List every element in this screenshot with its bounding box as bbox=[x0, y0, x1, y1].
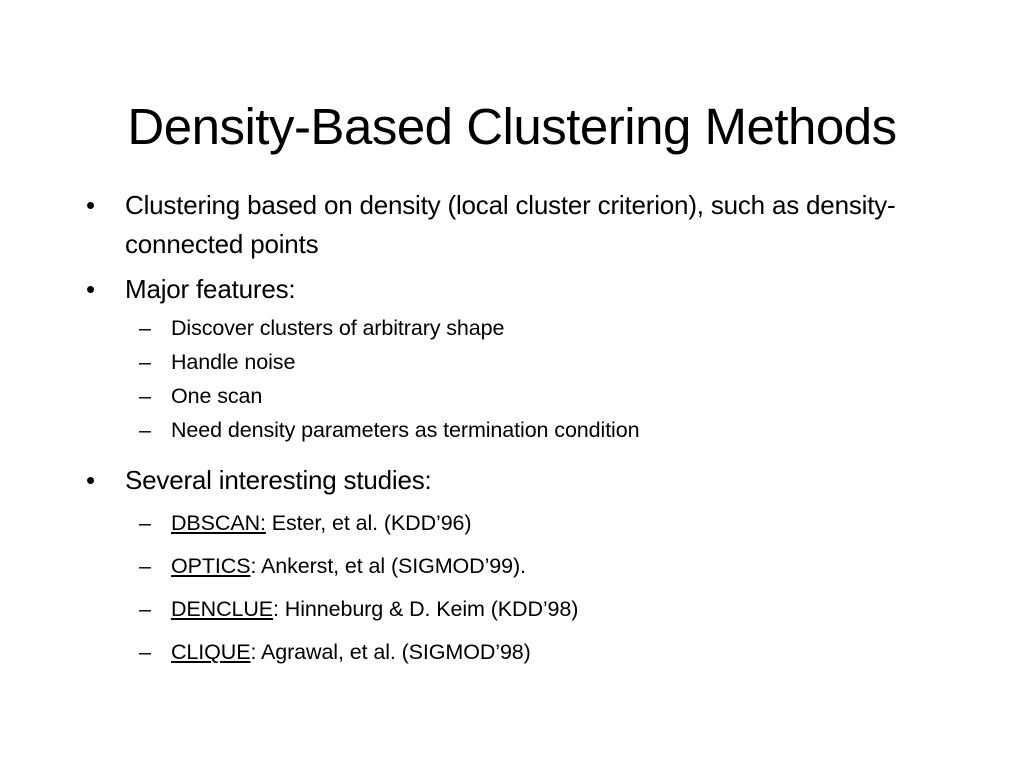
slide-title: Density-Based Clustering Methods bbox=[127, 98, 897, 155]
dash-mark: – bbox=[139, 554, 151, 578]
study-item-dbscan bbox=[125, 502, 962, 545]
study-citation: : Agrawal, et al. (SIGMOD’98) bbox=[250, 640, 531, 664]
list-item bbox=[125, 379, 962, 413]
dash-mark: – bbox=[139, 597, 151, 621]
bullet-mark: • bbox=[86, 190, 95, 220]
bullet-mark: • bbox=[86, 465, 95, 495]
list-item bbox=[125, 311, 962, 345]
study-name: DENCLUE bbox=[171, 597, 274, 621]
list-item-text: One scan bbox=[171, 384, 263, 408]
study-citation: : Hinneburg & D. Keim (KDD’98) bbox=[273, 597, 579, 621]
study-name: CLIQUE bbox=[171, 640, 251, 664]
dash-mark: – bbox=[139, 511, 151, 535]
slide-content bbox=[82, 186, 962, 674]
studies-list bbox=[125, 502, 962, 674]
bullet-interesting-studies bbox=[82, 461, 962, 500]
bullet-density-clustering bbox=[82, 186, 962, 264]
study-name: OPTICS bbox=[171, 554, 251, 578]
bullet-text: Several interesting studies: bbox=[125, 465, 432, 495]
bullet-major-features bbox=[82, 270, 962, 309]
study-item-denclue bbox=[125, 588, 962, 631]
study-item-optics bbox=[125, 545, 962, 588]
list-item-text: Need density parameters as termination condition bbox=[171, 418, 640, 442]
list-item bbox=[125, 413, 962, 447]
study-name: DBSCAN: bbox=[171, 511, 266, 535]
dash-mark: – bbox=[139, 384, 151, 408]
study-item-clique bbox=[125, 631, 962, 674]
list-item-text: Discover clusters of arbitrary shape bbox=[171, 316, 505, 340]
dash-mark: – bbox=[139, 316, 151, 340]
list-item-text: Handle noise bbox=[171, 350, 296, 374]
bullet-text: Major features: bbox=[125, 274, 296, 304]
bullet-mark: • bbox=[86, 274, 95, 304]
dash-mark: – bbox=[139, 640, 151, 664]
features-list bbox=[125, 311, 962, 447]
study-citation: : Ankerst, et al (SIGMOD’99). bbox=[250, 554, 526, 578]
dash-mark: – bbox=[139, 418, 151, 442]
dash-mark: – bbox=[139, 350, 151, 374]
bullet-text: Clustering based on density (local cluster criterion), such as density-connected points bbox=[125, 190, 896, 259]
study-citation: Ester, et al. (KDD’96) bbox=[265, 511, 472, 535]
list-item bbox=[125, 345, 962, 379]
